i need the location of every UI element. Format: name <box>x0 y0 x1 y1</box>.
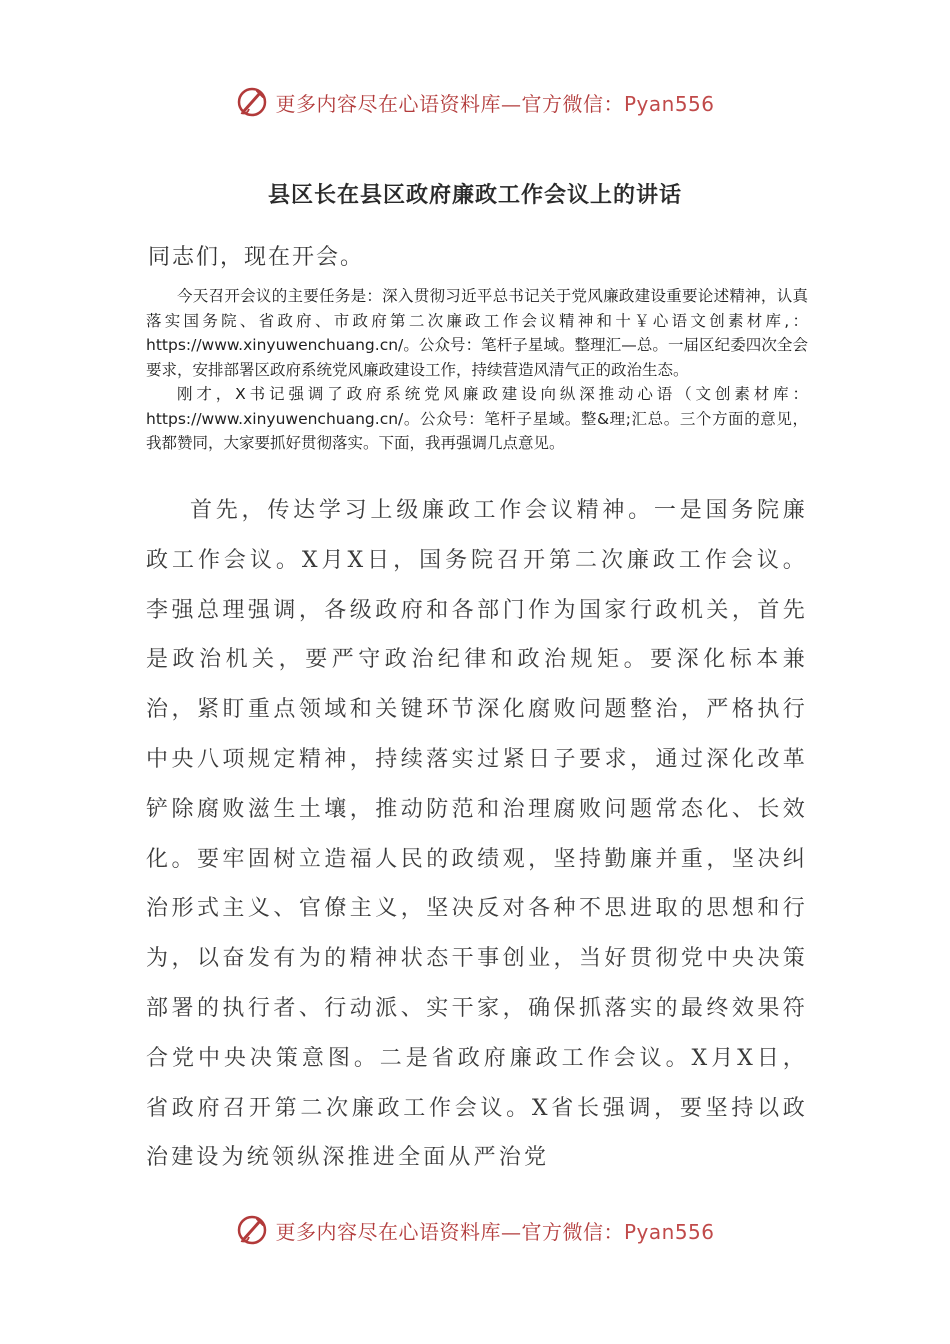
watermark-banner-bottom <box>0 1208 950 1252</box>
body-paragraph: 首先，传达学习上级廉政工作会议精神。一是国务院廉政工作会议。X月X日，国务院召开第二次廉政工作会议。李强总理强调，各级政府和各部门作为国家行政机关，首先是政治机关，要严守政治纪律和政治规矩。要深化标本兼治，紧盯重点领域和关键环节深化腐败问题整治，严格执行中央八项规定精神，持续落实过紧日子要求，通过深化改革铲除腐败滋生土壤，推动防范和治理腐败问题常态化、长效化。要牢固树立造福人民的政绩观，坚持勤廉并重，坚决纠治形式主义、官僚主义，坚决反对各种不思进取的思想和行为，以奋发有为的精神状态干事创业，当好贯彻党中央决策部署的执行者、行动派、实干家，确保抓落实的最终效果符合党中央决策意图。二是省政府廉政工作会议。X月X日，省政府召开第二次廉政工作会议。X省长强调，要坚持以政治建设为统领纵深推进全面从严治党 <box>146 498 808 1171</box>
pen-in-circle-logo-icon <box>235 85 269 119</box>
intro-paragraph: 刚才，X书记强调了政府系统党风廉政建设向纵深推动心语（文创素材库：https://www.xinyuwenchuang.cn/。公众号：笔杆子星域。整&理;汇总。三个方面的意见，我都赞同，大家要抓好贯彻落实。下面，我再强调几点意见。 <box>146 385 808 452</box>
watermark-label: 更多内容尽在心语资料库—官方微信： <box>275 1219 624 1244</box>
intro-section <box>146 284 808 456</box>
pen-in-circle-logo-icon <box>235 1213 269 1247</box>
watermark-text <box>275 88 714 117</box>
greeting-line: 同志们，现在开会。 <box>148 245 365 270</box>
watermark-label: 更多内容尽在心语资料库—官方微信： <box>275 91 624 116</box>
watermark-wechat-id: Pyan556 <box>623 1219 715 1244</box>
watermark-wechat-id: Pyan556 <box>623 91 715 116</box>
watermark-banner-top <box>0 80 950 124</box>
intro-paragraph: 今天召开会议的主要任务是：深入贯彻习近平总书记关于党风廉政建设重要论述精神，认真落实国务院、省政府、市政府第二次廉政工作会议精神和十￥心语文创素材库,：https://www.xinyuwenchuang.cn/。公众号：笔杆子星域。整理汇—总。一届区纪委四次全会要求，安排部署区政府系统党风廉政建设工作，持续营造风清气正的政治生态。 <box>146 287 808 379</box>
watermark-text <box>275 1216 714 1245</box>
document-title: 县区长在县区政府廉政工作会议上的讲话 <box>267 182 682 208</box>
body-section <box>146 486 808 1183</box>
